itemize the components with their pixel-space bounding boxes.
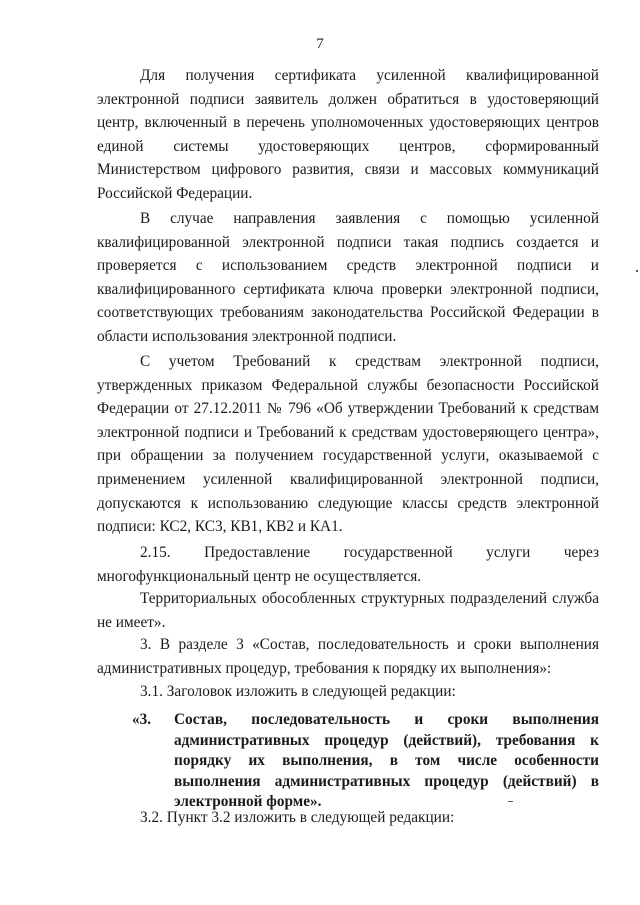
paragraph-certificate: Для получения сертификата усиленной квалифицированной электронной подписи заявитель должен обратиться в удостоверяющий центр, включенный в перечень уполномоченных удостоверяющих центров единой системы удостоверяющих центров, сформированный Министерством цифрового развития, связи и массовых коммуникаций Российской Федерации. — [97, 67, 599, 202]
paragraph-section-3: 3. В разделе 3 «Состав, последовательность и сроки выполнения административных процедур, требования к порядку их выполнения»: — [97, 636, 599, 677]
heading-text: Состав, последовательность и сроки выполнения административных процедур (действий), требования к порядку их выполнения, в том числе особенности выполнения административных процедур (действий) в электронной форме». — [174, 711, 599, 811]
paragraph-territorial: Территориальных обособленных структурных подразделений служба не имеет». — [97, 590, 599, 631]
scan-speck — [508, 801, 513, 802]
paragraph-signature-check: В случае направления заявления с помощью усиленной квалифицированной электронной подписи такая подпись создается и проверяется с использованием средств электронной подписи и квалифицированного сертификата ключа проверки электронной подписи, соответствующих требованиям законодательства Российской Федерации в области использования электронной подписи. — [97, 210, 599, 345]
paragraph-2-15: 2.15. Предоставление государственной услуги через многофункциональный центр не осуществляется. — [97, 544, 599, 585]
paragraph-requirements: С учетом Требований к средствам электронной подписи, утвержденных приказом Федеральной службы безопасности Российской Федерации от 27.12.2011 № 796 «Об утверждении Требований к средствам электронной подписи и Требований к средствам удостоверяющего центра», при обращении за получением государственной услуги, оказываемой с применением усиленной квалифицированной электронной подписи, допускаются к использованию следующие классы средств электронной подписи: КС2, КС3, КВ1, КВ2 и КА1. — [97, 353, 599, 536]
scan-speck — [636, 270, 638, 272]
paragraph-3-1: 3.1. Заголовок изложить в следующей редакции: — [140, 683, 456, 700]
paragraph-3-2: 3.2. Пункт 3.2 изложить в следующей редакции: — [140, 809, 455, 826]
heading-number: «3. — [132, 711, 152, 728]
page-number: 7 — [316, 36, 324, 52]
